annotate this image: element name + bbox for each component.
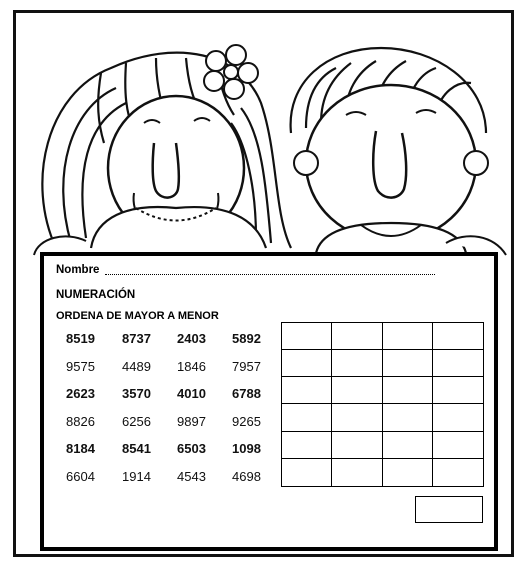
- grid-cell[interactable]: [383, 350, 433, 377]
- grid-cell[interactable]: [433, 350, 483, 377]
- number-cell: 4698: [232, 469, 261, 484]
- grid-cell[interactable]: [282, 377, 332, 404]
- grid-cell[interactable]: [433, 377, 483, 404]
- grid-cell[interactable]: [383, 404, 433, 431]
- number-cell: 8519: [66, 331, 95, 346]
- grid-cell[interactable]: [332, 432, 382, 459]
- number-cell: 4543: [177, 469, 206, 484]
- grid-cell[interactable]: [433, 432, 483, 459]
- grid-cell[interactable]: [383, 459, 433, 486]
- grid-cell[interactable]: [433, 459, 483, 486]
- grid-cell[interactable]: [433, 323, 483, 350]
- answer-box[interactable]: [415, 496, 483, 523]
- grid-cell[interactable]: [282, 432, 332, 459]
- answer-grid: [281, 322, 484, 487]
- number-cell: 3570: [122, 386, 151, 402]
- number-cell: 7957: [232, 358, 261, 374]
- number-cell: 6788: [232, 386, 261, 402]
- grid-cell[interactable]: [433, 404, 483, 431]
- number-cell: 5892: [232, 331, 261, 346]
- grid-cell[interactable]: [332, 404, 382, 431]
- number-cell: 6503: [177, 441, 206, 457]
- number-cell: 9897: [177, 413, 206, 429]
- number-cell: 2623: [66, 386, 95, 402]
- grid-cell[interactable]: [332, 377, 382, 404]
- number-cell: 4489: [122, 358, 151, 374]
- number-cell: 9575: [66, 358, 95, 374]
- number-cell: 4010: [177, 386, 206, 402]
- grid-cell[interactable]: [383, 377, 433, 404]
- section-title: NUMERACIÓN: [56, 289, 136, 301]
- number-cell: 1914: [122, 469, 151, 484]
- grid-cell[interactable]: [332, 323, 382, 350]
- instruction: ORDENA DE MAYOR A MENOR: [56, 310, 219, 322]
- grid-cell[interactable]: [332, 350, 382, 377]
- number-cell: 8541: [122, 441, 151, 457]
- number-cell: 6256: [122, 413, 151, 429]
- children-illustration: [16, 13, 511, 263]
- grid-cell[interactable]: [282, 350, 332, 377]
- number-cell: 1846: [177, 358, 206, 374]
- number-cell: 8184: [66, 441, 95, 457]
- number-cell: 8737: [122, 331, 151, 346]
- grid-cell[interactable]: [383, 323, 433, 350]
- grid-cell[interactable]: [282, 459, 332, 486]
- number-cell: 1098: [232, 441, 261, 457]
- number-cell: 8826: [66, 413, 95, 429]
- grid-cell[interactable]: [383, 432, 433, 459]
- grid-cell[interactable]: [282, 323, 332, 350]
- number-cell: 6604: [66, 469, 95, 484]
- grid-cell[interactable]: [332, 459, 382, 486]
- grid-cell[interactable]: [282, 404, 332, 431]
- name-line: [105, 274, 435, 275]
- number-cell: 2403: [177, 331, 206, 346]
- number-cell: 9265: [232, 413, 261, 429]
- name-label: Nombre: [56, 264, 100, 276]
- exercise-sheet: [40, 252, 498, 551]
